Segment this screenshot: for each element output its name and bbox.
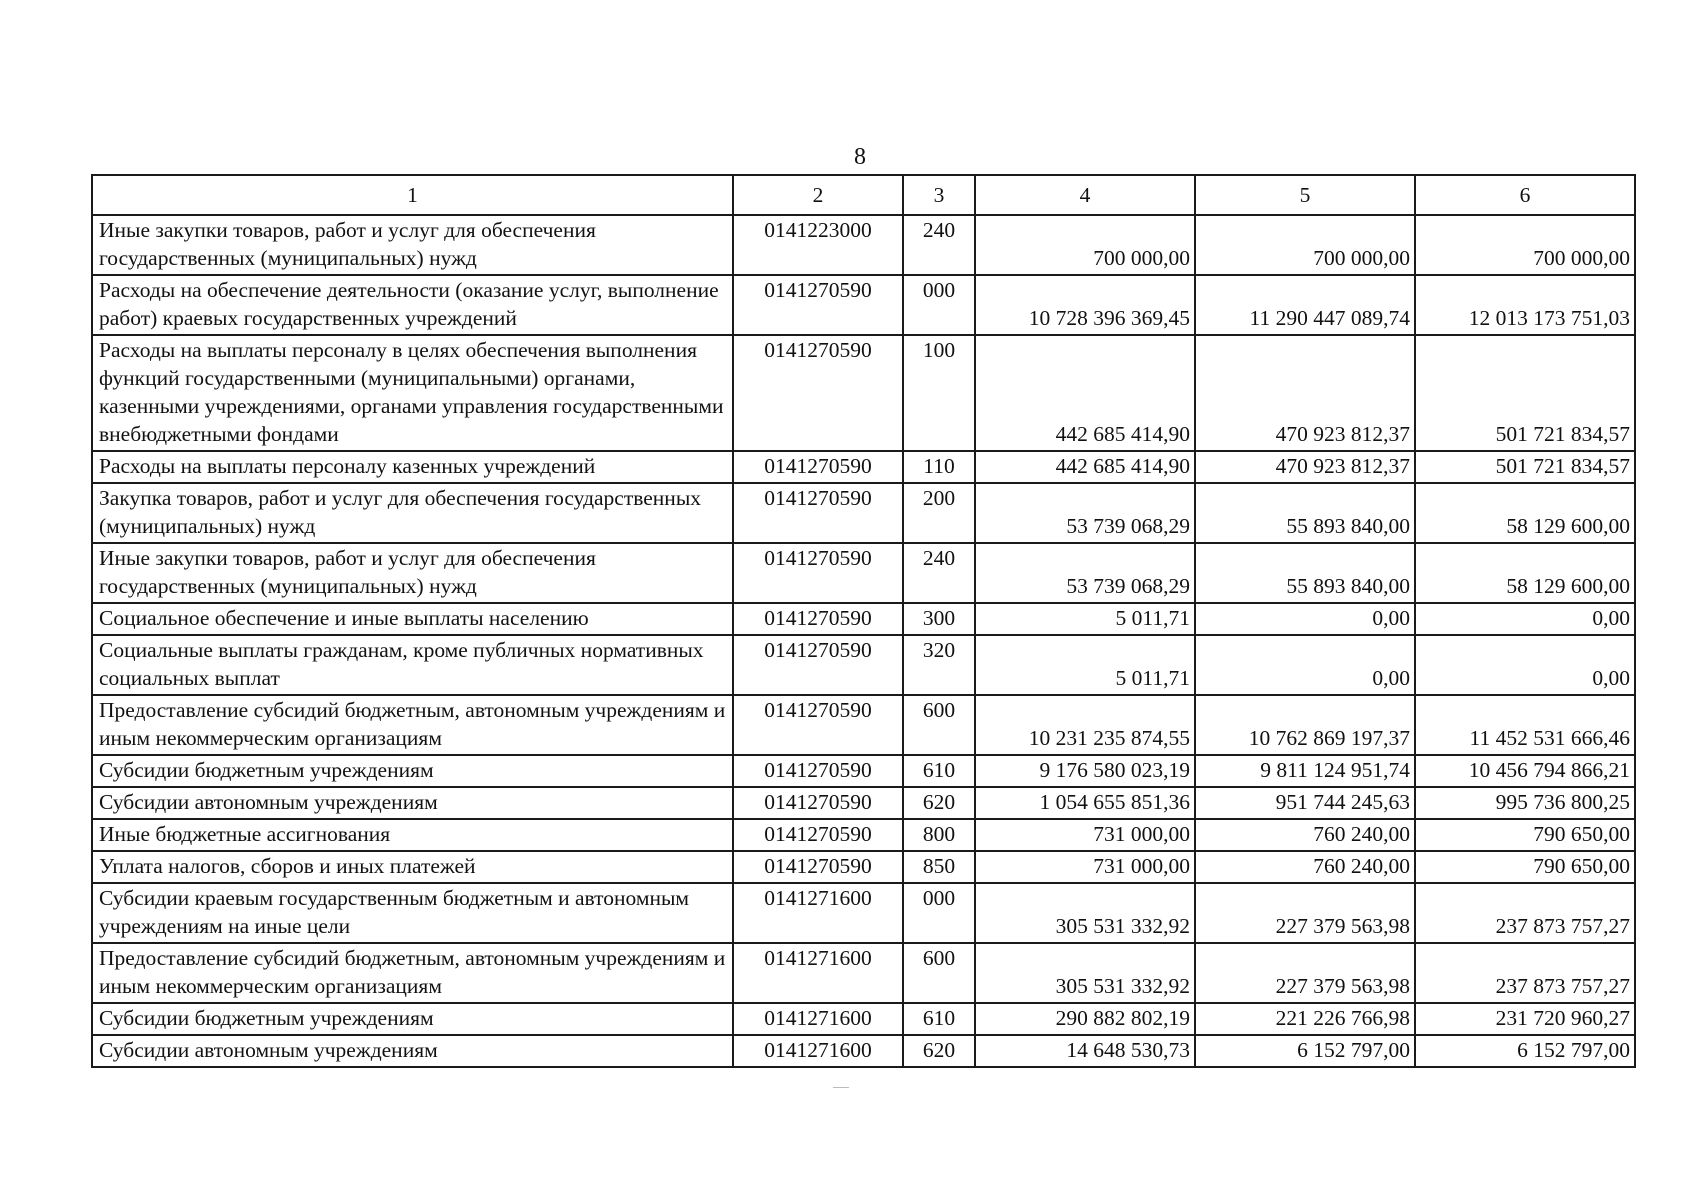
amount-col-6: 0,00 bbox=[1415, 603, 1635, 635]
row-description: Иные закупки товаров, работ и услуг для обеспечения государственных (муниципальных) нужд bbox=[92, 215, 733, 275]
amount-col-6: 6 152 797,00 bbox=[1415, 1035, 1635, 1067]
amount-col-5: 470 923 812,37 bbox=[1195, 335, 1415, 451]
target-article-code: 0141223000 bbox=[733, 215, 903, 275]
amount-col-6: 790 650,00 bbox=[1415, 851, 1635, 883]
target-article-code: 0141270590 bbox=[733, 695, 903, 755]
target-article-code: 0141270590 bbox=[733, 275, 903, 335]
amount-col-6: 11 452 531 666,46 bbox=[1415, 695, 1635, 755]
amount-col-4: 305 531 332,92 bbox=[975, 883, 1195, 943]
row-description: Уплата налогов, сборов и иных платежей bbox=[92, 851, 733, 883]
amount-col-6: 790 650,00 bbox=[1415, 819, 1635, 851]
amount-col-4: 305 531 332,92 bbox=[975, 943, 1195, 1003]
row-description: Закупка товаров, работ и услуг для обеспечения государственных (муниципальных) нужд bbox=[92, 483, 733, 543]
target-article-code: 0141270590 bbox=[733, 335, 903, 451]
amount-col-4: 731 000,00 bbox=[975, 819, 1195, 851]
amount-col-5: 951 744 245,63 bbox=[1195, 787, 1415, 819]
amount-col-4: 14 648 530,73 bbox=[975, 1035, 1195, 1067]
amount-col-6: 58 129 600,00 bbox=[1415, 543, 1635, 603]
amount-col-4: 53 739 068,29 bbox=[975, 483, 1195, 543]
target-article-code: 0141271600 bbox=[733, 1003, 903, 1035]
expense-type-code: 110 bbox=[903, 451, 975, 483]
target-article-code: 0141270590 bbox=[733, 755, 903, 787]
row-description: Иные бюджетные ассигнования bbox=[92, 819, 733, 851]
amount-col-6: 10 456 794 866,21 bbox=[1415, 755, 1635, 787]
table-row bbox=[92, 635, 1635, 695]
column-header: 4 bbox=[975, 175, 1195, 215]
expense-type-code: 200 bbox=[903, 483, 975, 543]
table-row bbox=[92, 787, 1635, 819]
target-article-code: 0141270590 bbox=[733, 635, 903, 695]
scan-artifact bbox=[833, 1087, 849, 1088]
column-header: 3 bbox=[903, 175, 975, 215]
column-header: 5 bbox=[1195, 175, 1415, 215]
table-row bbox=[92, 483, 1635, 543]
amount-col-5: 0,00 bbox=[1195, 603, 1415, 635]
amount-col-5: 760 240,00 bbox=[1195, 819, 1415, 851]
expense-type-code: 240 bbox=[903, 543, 975, 603]
table-row bbox=[92, 335, 1635, 451]
row-description: Расходы на выплаты персоналу казенных учреждений bbox=[92, 451, 733, 483]
table-row bbox=[92, 695, 1635, 755]
target-article-code: 0141270590 bbox=[733, 787, 903, 819]
table-row bbox=[92, 755, 1635, 787]
amount-col-5: 55 893 840,00 bbox=[1195, 483, 1415, 543]
budget-table bbox=[91, 174, 1636, 1068]
expense-type-code: 300 bbox=[903, 603, 975, 635]
amount-col-6: 231 720 960,27 bbox=[1415, 1003, 1635, 1035]
table-row bbox=[92, 451, 1635, 483]
amount-col-4: 9 176 580 023,19 bbox=[975, 755, 1195, 787]
amount-col-4: 10 231 235 874,55 bbox=[975, 695, 1195, 755]
page-number: 8 bbox=[854, 144, 866, 170]
amount-col-6: 237 873 757,27 bbox=[1415, 943, 1635, 1003]
expense-type-code: 620 bbox=[903, 787, 975, 819]
amount-col-4: 731 000,00 bbox=[975, 851, 1195, 883]
row-description: Расходы на обеспечение деятельности (оказание услуг, выполнение работ) краевых государственных учреждений bbox=[92, 275, 733, 335]
row-description: Субсидии автономным учреждениям bbox=[92, 787, 733, 819]
expense-type-code: 600 bbox=[903, 695, 975, 755]
row-description: Предоставление субсидий бюджетным, автономным учреждениям и иным некоммерческим организациям bbox=[92, 943, 733, 1003]
row-description: Субсидии бюджетным учреждениям bbox=[92, 755, 733, 787]
column-header: 6 bbox=[1415, 175, 1635, 215]
amount-col-4: 5 011,71 bbox=[975, 635, 1195, 695]
target-article-code: 0141270590 bbox=[733, 851, 903, 883]
amount-col-6: 0,00 bbox=[1415, 635, 1635, 695]
expense-type-code: 000 bbox=[903, 883, 975, 943]
amount-col-5: 227 379 563,98 bbox=[1195, 883, 1415, 943]
table-row bbox=[92, 819, 1635, 851]
amount-col-4: 10 728 396 369,45 bbox=[975, 275, 1195, 335]
amount-col-4: 5 011,71 bbox=[975, 603, 1195, 635]
table-row bbox=[92, 543, 1635, 603]
table-row bbox=[92, 1035, 1635, 1067]
expense-type-code: 240 bbox=[903, 215, 975, 275]
table-row bbox=[92, 943, 1635, 1003]
expense-type-code: 320 bbox=[903, 635, 975, 695]
amount-col-4: 1 054 655 851,36 bbox=[975, 787, 1195, 819]
target-article-code: 0141270590 bbox=[733, 603, 903, 635]
amount-col-5: 6 152 797,00 bbox=[1195, 1035, 1415, 1067]
amount-col-4: 442 685 414,90 bbox=[975, 451, 1195, 483]
amount-col-5: 55 893 840,00 bbox=[1195, 543, 1415, 603]
target-article-code: 0141270590 bbox=[733, 483, 903, 543]
amount-col-5: 10 762 869 197,37 bbox=[1195, 695, 1415, 755]
table-row bbox=[92, 883, 1635, 943]
amount-col-5: 700 000,00 bbox=[1195, 215, 1415, 275]
table-row bbox=[92, 215, 1635, 275]
expense-type-code: 600 bbox=[903, 943, 975, 1003]
target-article-code: 0141270590 bbox=[733, 819, 903, 851]
amount-col-5: 11 290 447 089,74 bbox=[1195, 275, 1415, 335]
row-description: Субсидии бюджетным учреждениям bbox=[92, 1003, 733, 1035]
table-row bbox=[92, 275, 1635, 335]
row-description: Расходы на выплаты персоналу в целях обеспечения выполнения функций государственными (муниципальными) органами, казенными учреждениями, органами управления государственными внебюджетными фондами bbox=[92, 335, 733, 451]
target-article-code: 0141270590 bbox=[733, 543, 903, 603]
amount-col-5: 0,00 bbox=[1195, 635, 1415, 695]
amount-col-6: 700 000,00 bbox=[1415, 215, 1635, 275]
table-row bbox=[92, 603, 1635, 635]
expense-type-code: 100 bbox=[903, 335, 975, 451]
amount-col-5: 470 923 812,37 bbox=[1195, 451, 1415, 483]
amount-col-6: 501 721 834,57 bbox=[1415, 335, 1635, 451]
row-description: Социальные выплаты гражданам, кроме публичных нормативных социальных выплат bbox=[92, 635, 733, 695]
amount-col-6: 995 736 800,25 bbox=[1415, 787, 1635, 819]
amount-col-5: 9 811 124 951,74 bbox=[1195, 755, 1415, 787]
row-description: Иные закупки товаров, работ и услуг для обеспечения государственных (муниципальных) нужд bbox=[92, 543, 733, 603]
expense-type-code: 610 bbox=[903, 1003, 975, 1035]
amount-col-4: 53 739 068,29 bbox=[975, 543, 1195, 603]
amount-col-4: 442 685 414,90 bbox=[975, 335, 1195, 451]
amount-col-6: 237 873 757,27 bbox=[1415, 883, 1635, 943]
amount-col-5: 221 226 766,98 bbox=[1195, 1003, 1415, 1035]
header-row bbox=[92, 175, 1635, 215]
amount-col-6: 501 721 834,57 bbox=[1415, 451, 1635, 483]
expense-type-code: 800 bbox=[903, 819, 975, 851]
column-header: 1 bbox=[92, 175, 733, 215]
table-row bbox=[92, 1003, 1635, 1035]
target-article-code: 0141271600 bbox=[733, 883, 903, 943]
target-article-code: 0141271600 bbox=[733, 943, 903, 1003]
amount-col-5: 227 379 563,98 bbox=[1195, 943, 1415, 1003]
row-description: Социальное обеспечение и иные выплаты населению bbox=[92, 603, 733, 635]
target-article-code: 0141271600 bbox=[733, 1035, 903, 1067]
row-description: Субсидии краевым государственным бюджетным и автономным учреждениям на иные цели bbox=[92, 883, 733, 943]
table-row bbox=[92, 851, 1635, 883]
row-description: Субсидии автономным учреждениям bbox=[92, 1035, 733, 1067]
amount-col-6: 12 013 173 751,03 bbox=[1415, 275, 1635, 335]
amount-col-4: 700 000,00 bbox=[975, 215, 1195, 275]
amount-col-4: 290 882 802,19 bbox=[975, 1003, 1195, 1035]
expense-type-code: 000 bbox=[903, 275, 975, 335]
row-description: Предоставление субсидий бюджетным, автономным учреждениям и иным некоммерческим организациям bbox=[92, 695, 733, 755]
expense-type-code: 610 bbox=[903, 755, 975, 787]
target-article-code: 0141270590 bbox=[733, 451, 903, 483]
expense-type-code: 850 bbox=[903, 851, 975, 883]
column-header: 2 bbox=[733, 175, 903, 215]
expense-type-code: 620 bbox=[903, 1035, 975, 1067]
amount-col-5: 760 240,00 bbox=[1195, 851, 1415, 883]
amount-col-6: 58 129 600,00 bbox=[1415, 483, 1635, 543]
